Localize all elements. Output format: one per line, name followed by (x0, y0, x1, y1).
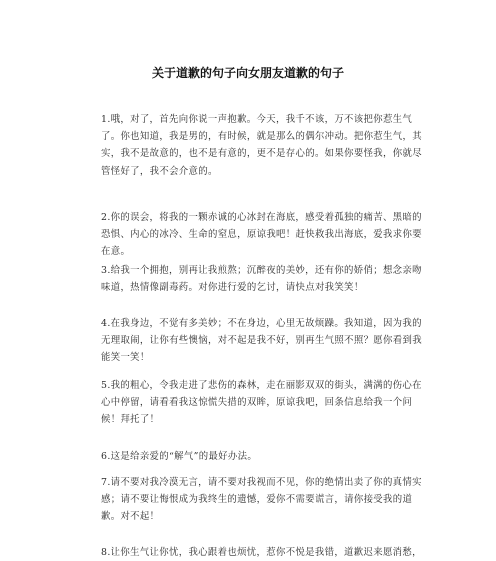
paragraph-2: 2.你的误会，将我的一颗赤诚的心冰封在海底，感受着孤独的痛苦、黑暗的恐惧、内心的冰冷、生命的窒息，原谅我吧！赶快救我出海底，爱我求你要在意。 (101, 212, 422, 258)
paragraph-5: 5.我的粗心，令我走进了悲伤的森林，走在丽影双双的街头，满满的伤心在心中停留，请看看我这惊慌失措的双眸，原谅我吧，回条信息给我一个问候！拜托了！ (101, 380, 422, 426)
paragraph-6: 6.这是给亲爱的“解气”的最好办法。 (101, 451, 258, 462)
paragraph-7: 7.请不要对我冷漠无言，请不要对我视而不见，你的绝情出卖了你的真情实感；请不要让悔恨成为我终生的遗憾，爱你不需要谎言，请你接受我的道歉。对不起！ (101, 477, 422, 523)
document-title: 关于道歉的句子向女朋友道歉的句子 (151, 66, 344, 80)
paragraph-1: 1.哦，对了，首先向你说一声抱歉。今天，我千不该，万不该把你惹生气了。你也知道，我是男的，有时候，就是那么的偶尔冲动。把你惹生气，其实，我不是故意的，也不是有意的，更不是存心的。如果你要怪我，你就尽管怪好了，我不会介意的。 (101, 114, 422, 177)
paragraph-4: 4.在我身边，不觉有多美妙；不在身边，心里无故烦躁。我知道，因为我的无理取闹，让你有些懊恼，对不起是我不好，别再生气照不照？愿你看到我能笑一笑！ (101, 318, 422, 364)
paragraph-3: 3.给我一个拥抱，别再让我煎熬；沉醉夜的美妙，还有你的娇俏；想念亲吻味道，热情像副毒药。对你进行爱的乞讨，请快点对我笑笑！ (101, 265, 422, 294)
paragraph-8: 8.让你生气让你忧，我心跟着也烦忧，惹你不悦是我错，道歉迟来愿消愁， (101, 547, 422, 558)
